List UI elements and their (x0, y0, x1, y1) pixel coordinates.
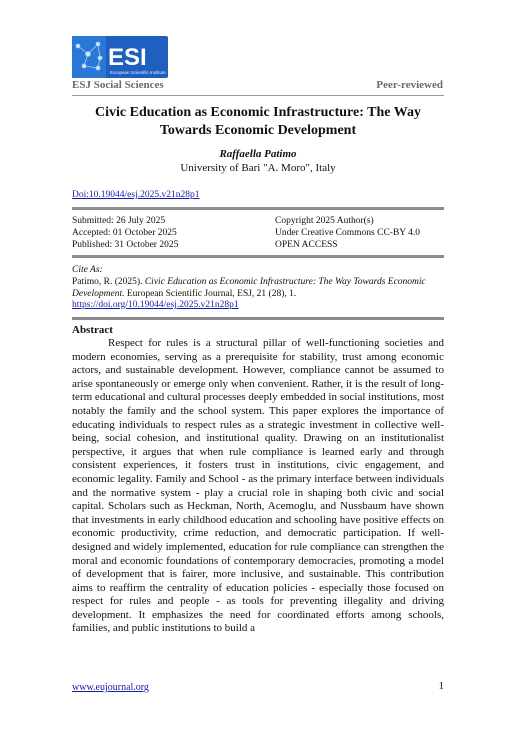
accepted-date: Accepted: 01 October 2025 (72, 228, 177, 238)
title-line-2: Towards Economic Development (159, 123, 357, 138)
journal-name: ESJ Social Sciences (72, 79, 164, 91)
submitted-date: Submitted: 26 July 2025 (72, 216, 166, 226)
rights-info (275, 215, 420, 251)
paper-title (72, 104, 444, 140)
citation-title: Civic Education as Economic Infrastructure: The Way Towards Economic Development. (72, 277, 426, 299)
citation-text (72, 277, 444, 312)
page-number: 1 (438, 680, 444, 692)
published-date: Published: 31 October 2025 (72, 240, 179, 250)
publication-dates (72, 215, 178, 251)
header-divider (72, 95, 444, 96)
review-status: Peer-reviewed (376, 79, 443, 91)
copyright-text: Copyright 2025 Author(s) (275, 216, 374, 226)
open-access-text: OPEN ACCESS (275, 240, 338, 250)
author-affiliation: University of Bari "A. Moro", Italy (180, 162, 336, 174)
citation-journal: European Scientific Journal, ESJ, 21 (28), 1. (124, 288, 297, 299)
journal-website-link[interactable]: www.eujournal.org (72, 682, 149, 693)
svg-text:ESI: ESI (108, 44, 147, 71)
license-text: Under Creative Commons CC-BY 4.0 (275, 228, 421, 238)
title-line-1: Civic Education as Economic Infrastructure: The Way (95, 105, 421, 120)
divider-doi (72, 207, 444, 210)
citation-authors: Patimo, R. (2025). (72, 277, 145, 287)
doi-link[interactable]: Doi:10.19044/esj.2025.v21n28p1 (72, 190, 200, 200)
esi-logo (72, 36, 168, 78)
cite-heading: Cite As: (72, 265, 103, 275)
abstract-text: Respect for rules is a structural pillar of well-functioning societies and modern economies, serving as a prerequisite for stability, trust among economic actors, and sustainable development. However, compliance cannot be assumed to arise spontaneously or emerge only when convenient. Rather, it is the result of long-term educational and cultural processes deeply embedded in social institutions, most notably the family and the school system. This paper explores the importance of educating individuals to respect rules as a strategic investment in collective well-being, social cohesion, and institutional quality. Drawing on an institutionalist perspective, it argues that when rule compliance is learned early and through consistent experiences, it fosters trust in institutions, civic engagement, and economic legality. Family and School - as the primary interface between individuals and the normative system - play a crucial role in shaping both civic and social capital. Scholars such as Heckman, North, Acemoglu, and Nussbaum have shown that investments in early childhood education and schooling have positive effects on economic productivity, crime reduction, and democratic participation. If well-designed and widely implemented, education for rule compliance can strengthen the moral and economic foundations of contemporary democracies, promoting a model of development that is fairer, more inclusive, and sustainable. This contribution aims to reaffirm the centrality of education policies - especially those focused on respect for rules and people - as tools for preventing illegality and driving development. It emphasizes the need for coordinated efforts among schools, families, and public institutions to build a (72, 337, 444, 635)
citation-doi-link[interactable]: https://doi.org/10.19044/esj.2025.v21n28p1 (72, 300, 239, 310)
divider-dates (72, 255, 444, 258)
abstract-heading: Abstract (72, 324, 113, 336)
author-name: Raffaella Patimo (219, 148, 297, 160)
svg-text:European Scientific Institute: European Scientific Institute (110, 70, 166, 75)
divider-citation (72, 317, 444, 320)
